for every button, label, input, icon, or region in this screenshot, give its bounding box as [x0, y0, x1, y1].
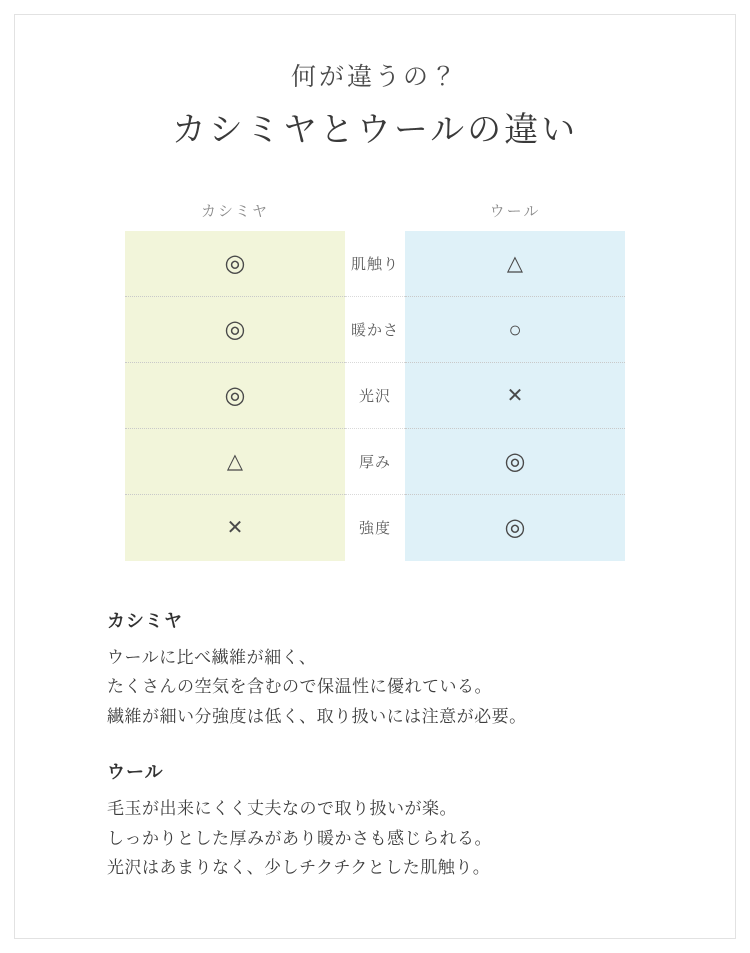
rating-mark: ◎: [224, 249, 246, 277]
column-header-wool: ウール: [489, 202, 541, 220]
content-frame: [14, 14, 736, 939]
row-label: 暖かさ: [345, 297, 405, 363]
description-heading-cashmere: カシミヤ: [107, 610, 183, 631]
cell-cashmere-rating: [125, 429, 345, 495]
row-label: 厚み: [345, 429, 405, 495]
column-header-cashmere: カシミヤ: [200, 202, 269, 220]
table-row: [125, 495, 625, 561]
page-subtitle: 何が違うの？: [290, 64, 459, 91]
description-heading-wool: ウール: [107, 761, 164, 782]
page-title: カシミヤとウールの違い: [171, 111, 579, 149]
table-rows: [125, 231, 625, 561]
comparison-table: [125, 200, 625, 561]
cell-cashmere-rating: [125, 363, 345, 429]
table-row: [125, 231, 625, 297]
rating-mark: ◎: [224, 315, 246, 343]
description-body-cashmere: [107, 643, 647, 732]
cell-wool-rating: [405, 429, 625, 495]
description-line: しっかりとした厚みがあり暖かさも感じられる。: [107, 828, 492, 848]
table-column-headers: [125, 200, 625, 231]
rating-mark: ✕: [226, 516, 244, 539]
rating-mark: ◎: [504, 513, 526, 541]
description-line: たくさんの空気を含むので保温性に優れている。: [107, 677, 492, 697]
row-label: 肌触り: [345, 231, 405, 297]
rating-mark: ◎: [224, 381, 246, 409]
table-row: [125, 363, 625, 429]
cell-wool-rating: [405, 231, 625, 297]
description-line: ウールに比べ繊維が細く、: [107, 647, 317, 667]
rating-mark: △: [226, 450, 244, 473]
description-line: 毛玉が出来にくく丈夫なので取り扱いが楽。: [107, 798, 457, 818]
cell-wool-rating: [405, 297, 625, 363]
row-label: 強度: [345, 495, 405, 561]
rating-mark: △: [506, 252, 524, 275]
cell-cashmere-rating: [125, 495, 345, 561]
description-line: 繊維が細い分強度は低く、取り扱いには注意が必要。: [107, 707, 527, 726]
title-block: [15, 15, 735, 156]
cell-wool-rating: [405, 495, 625, 561]
table-row: [125, 429, 625, 495]
column-header-spacer: [345, 200, 405, 221]
rating-mark: ◎: [504, 447, 526, 475]
descriptions: [103, 607, 647, 884]
cell-cashmere-rating: [125, 231, 345, 297]
rating-mark: ✕: [506, 384, 524, 407]
cell-wool-rating: [405, 363, 625, 429]
description-line: 光沢はあまりなく、少しチクチクとした肌触り。: [107, 858, 491, 878]
cell-cashmere-rating: [125, 297, 345, 363]
rating-mark: ○: [508, 316, 522, 342]
table-row: [125, 297, 625, 363]
row-label: 光沢: [345, 363, 405, 429]
description-body-wool: [107, 794, 647, 883]
